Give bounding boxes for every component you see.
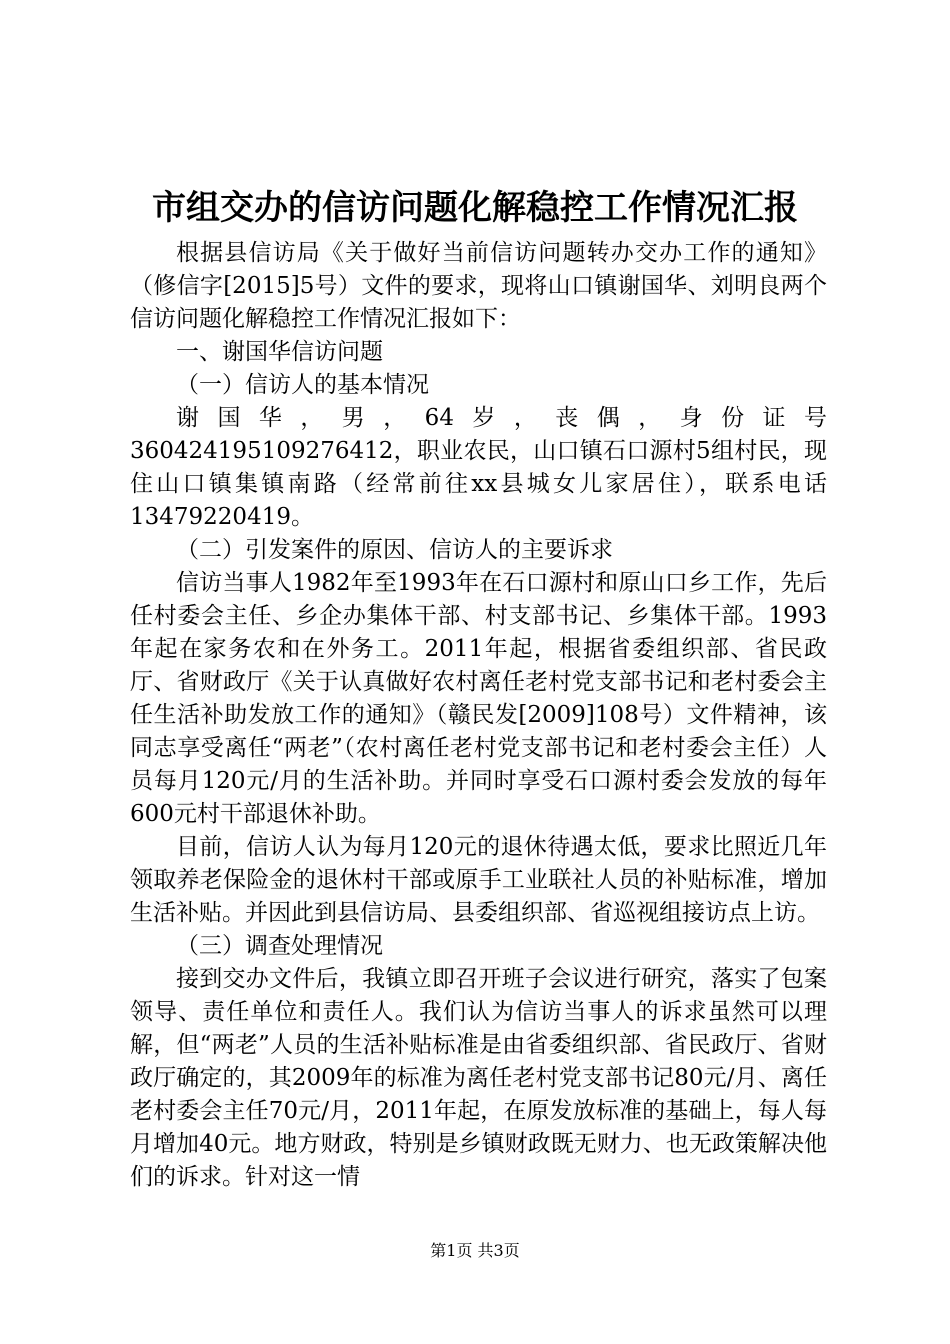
page-footer: 第1页 共3页	[430, 1241, 520, 1260]
investigation-paragraph: 接到交办文件后，我镇立即召开班子会议进行研究，落实了包案领导、责任单位和责任人。我们认为信访当事人的诉求虽然可以理解，但“两老”人员的生活补贴标准是由省委组织部、省民政厅、省财政厅确定的，其2009年的标准为离任老村党支部书记80元/月、离任老村委会主任70元/月，2011年起，在原发放标准的基础上，每人每月增加40元。地方财政，特别是乡镇财政既无财力、也无政策解决他们的诉求。针对这一情	[130, 966, 827, 1190]
demand-paragraph: 目前，信访人认为每月120元的退休待遇太低，要求比照近几年领取养老保险金的退休村干部或原手工业联社人员的补贴标准，增加生活补贴。并因此到县信访局、县委组织部、省巡视组接访点上访。	[130, 834, 827, 926]
intro-paragraph: 根据县信访局《关于做好当前信访问题转办交办工作的通知》（修信字[2015]5号）文件的要求，现将山口镇谢国华、刘明良两个信访问题化解稳控工作情况汇报如下：	[130, 240, 827, 332]
cause-paragraph: 信访当事人1982年至1993年在石口源村和原山口乡工作，先后任村委会主任、乡企办集体干部、村支部书记、乡集体干部。1993年起在家务农和在外务工。2011年起，根据省委组织部、省民政厅、省财政厅《关于认真做好农村离任老村党支部书记和老村委会主任生活补助发放工作的通知》（赣民发[2009]108号）文件精神，该同志享受离任“两老”（农村离任老村党支部书记和老村委会主任）人员每月120元/月的生活补助。并同时享受石口源村委会发放的每年600元村干部退休补助。	[130, 570, 827, 827]
document-title: 市组交办的信访问题化解稳控工作情况汇报	[152, 188, 798, 228]
sub-heading-basic-info: （一）信访人的基本情况	[176, 372, 429, 398]
sub-heading-investigation: （三）调查处理情况	[176, 933, 383, 959]
sub-heading-cause: （二）引发案件的原因、信访人的主要诉求	[176, 537, 613, 563]
section-heading-1: 一、谢国华信访问题	[176, 339, 383, 365]
basic-info-paragraph: 谢国华，男，64岁，丧偶，身份证号360424195109276412，职业农民，山口镇石口源村5组村民，现住山口镇集镇南路（经常前往xx县城女儿家居住），联系电话13479220419。	[130, 405, 827, 530]
document-body	[130, 237, 827, 1194]
